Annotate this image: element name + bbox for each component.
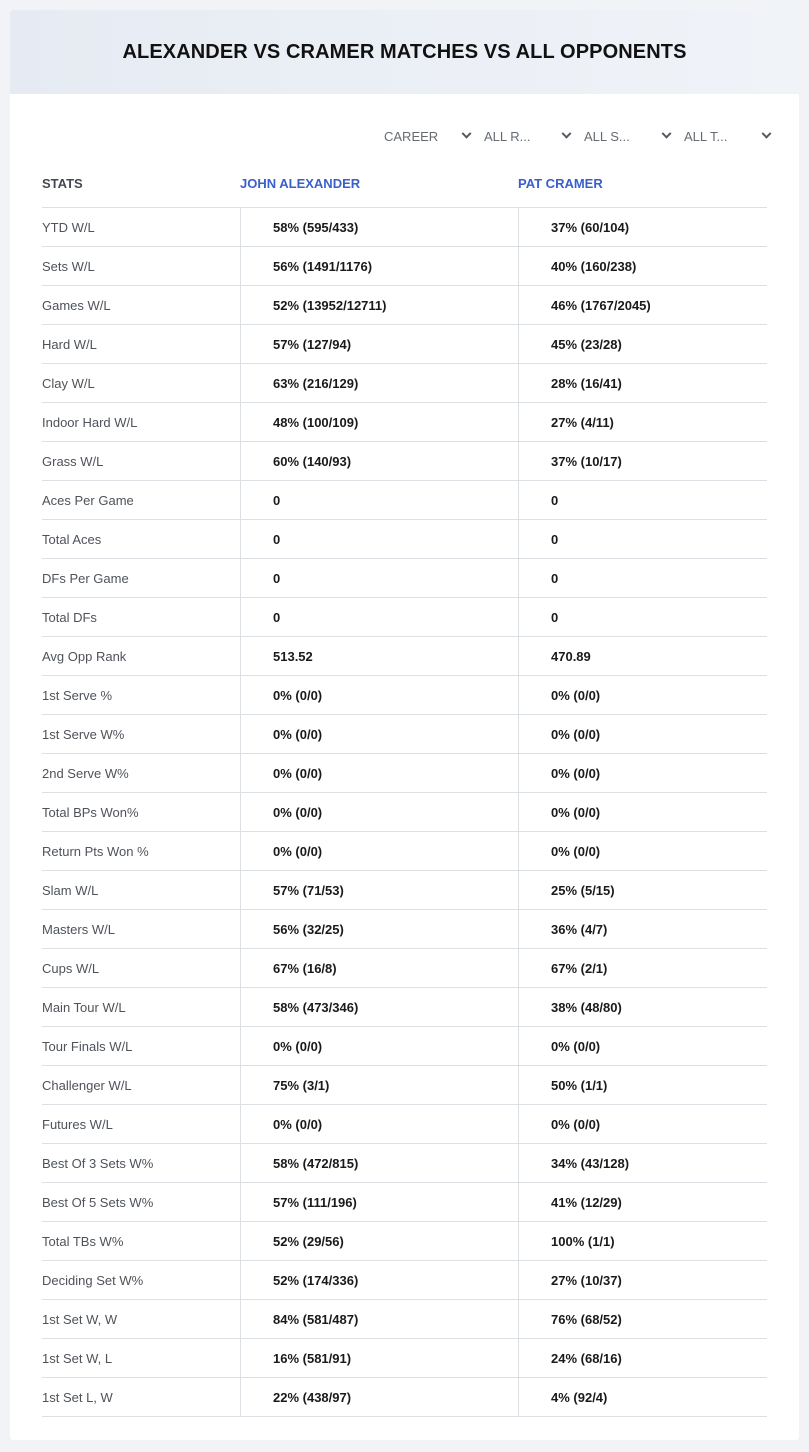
player1-stat-value: 0% (0/0) — [240, 1027, 518, 1065]
table-row — [42, 1183, 767, 1222]
table-row — [42, 1222, 767, 1261]
player1-stat-value: 0% (0/0) — [240, 715, 518, 753]
player2-stat-value: 0% (0/0) — [518, 676, 767, 714]
player2-stat-value: 50% (1/1) — [518, 1066, 767, 1104]
filter-label: CAREER — [384, 128, 439, 144]
player2-stat-value: 0 — [518, 481, 767, 519]
stat-label: 1st Serve W% — [42, 726, 125, 742]
player1-stat-value: 0 — [240, 520, 518, 558]
table-row — [42, 208, 767, 247]
table-row — [42, 949, 767, 988]
stat-label: 1st Serve % — [42, 687, 113, 703]
player2-stat-value: 0 — [518, 520, 767, 558]
player2-stat-value: 4% (92/4) — [518, 1378, 767, 1416]
stat-label: Tour Finals W/L — [42, 1038, 133, 1054]
table-row — [42, 832, 767, 871]
player1-link[interactable]: JOHN ALEXANDER — [240, 176, 361, 191]
stat-label: Total DFs — [42, 609, 97, 625]
table-row — [42, 247, 767, 286]
table-row — [42, 754, 767, 793]
player1-stat-value: 0% (0/0) — [240, 832, 518, 870]
player2-stat-value: 41% (12/29) — [518, 1183, 767, 1221]
player2-link[interactable]: PAT CRAMER — [518, 176, 603, 191]
table-row — [42, 793, 767, 832]
player1-stat-value: 0% (0/0) — [240, 754, 518, 792]
player2-stat-value: 100% (1/1) — [518, 1222, 767, 1260]
player1-stat-value: 58% (472/815) — [240, 1144, 518, 1182]
filter-label: ALL R... — [484, 128, 531, 144]
player2-stat-value: 0% (0/0) — [518, 715, 767, 753]
table-header — [42, 160, 767, 208]
player1-stat-value: 0 — [240, 481, 518, 519]
stat-label: Futures W/L — [42, 1116, 113, 1132]
stat-label: Clay W/L — [42, 375, 95, 391]
chevron-down-icon — [662, 128, 672, 138]
stat-label: DFs Per Game — [42, 570, 129, 586]
player2-stat-value: 67% (2/1) — [518, 949, 767, 987]
player1-stat-value: 52% (29/56) — [240, 1222, 518, 1260]
stats-card — [10, 10, 799, 1440]
chevron-down-icon — [562, 128, 572, 138]
table-row — [42, 910, 767, 949]
stat-label: Return Pts Won % — [42, 843, 149, 859]
player1-stat-value: 52% (174/336) — [240, 1261, 518, 1299]
player1-stat-value: 0% (0/0) — [240, 676, 518, 714]
stat-label: Indoor Hard W/L — [42, 414, 138, 430]
filter-bar — [384, 124, 784, 148]
player1-stat-value: 16% (581/91) — [240, 1339, 518, 1377]
player1-stat-value: 52% (13952/12711) — [240, 286, 518, 324]
player1-stat-value: 22% (438/97) — [240, 1378, 518, 1416]
table-row — [42, 286, 767, 325]
table-row — [42, 325, 767, 364]
player2-stat-value: 45% (23/28) — [518, 325, 767, 363]
player1-stat-value: 63% (216/129) — [240, 364, 518, 402]
player2-stat-value: 0% (0/0) — [518, 1105, 767, 1143]
player2-stat-value: 470.89 — [518, 637, 767, 675]
table-row — [42, 637, 767, 676]
player2-stat-value: 0 — [518, 598, 767, 636]
stat-label: 1st Set L, W — [42, 1389, 113, 1405]
stat-label: Best Of 5 Sets W% — [42, 1194, 154, 1210]
player2-stat-value: 27% (4/11) — [518, 403, 767, 441]
stat-label: Hard W/L — [42, 336, 97, 352]
stat-label: Aces Per Game — [42, 492, 134, 508]
table-row — [42, 1339, 767, 1378]
stat-label: Total Aces — [42, 531, 102, 547]
stat-label: 1st Set W, L — [42, 1350, 113, 1366]
table-row — [42, 442, 767, 481]
filter-rounds-select[interactable] — [484, 124, 584, 148]
player2-stat-value: 28% (16/41) — [518, 364, 767, 402]
player1-stat-value: 48% (100/109) — [240, 403, 518, 441]
stat-label: Challenger W/L — [42, 1077, 132, 1093]
player2-stat-value: 0% (0/0) — [518, 832, 767, 870]
table-row — [42, 1378, 767, 1417]
table-row — [42, 559, 767, 598]
table-row — [42, 481, 767, 520]
player2-stat-value: 38% (48/80) — [518, 988, 767, 1026]
player1-stat-value: 58% (473/346) — [240, 988, 518, 1026]
player1-stat-value: 75% (3/1) — [240, 1066, 518, 1104]
player2-stat-value: 24% (68/16) — [518, 1339, 767, 1377]
player1-stat-value: 67% (16/8) — [240, 949, 518, 987]
table-row — [42, 1066, 767, 1105]
filter-surface-select[interactable] — [584, 124, 684, 148]
player1-stat-value: 0 — [240, 559, 518, 597]
player2-stat-value: 36% (4/7) — [518, 910, 767, 948]
stats-table — [42, 160, 767, 1417]
player1-stat-value: 57% (111/196) — [240, 1183, 518, 1221]
player2-stat-value: 34% (43/128) — [518, 1144, 767, 1182]
filter-period-select[interactable] — [384, 124, 484, 148]
filter-tournament-select[interactable] — [684, 124, 784, 148]
stat-label: YTD W/L — [42, 219, 95, 235]
player2-stat-value: 0% (0/0) — [518, 1027, 767, 1065]
stat-label: Best Of 3 Sets W% — [42, 1155, 154, 1171]
stat-label: Cups W/L — [42, 960, 100, 976]
player1-stat-value: 56% (32/25) — [240, 910, 518, 948]
chevron-down-icon — [762, 128, 772, 138]
stat-label: Avg Opp Rank — [42, 648, 127, 664]
player2-stat-value: 0 — [518, 559, 767, 597]
table-row — [42, 364, 767, 403]
player2-stat-value: 37% (60/104) — [518, 208, 767, 246]
stat-label: Grass W/L — [42, 453, 104, 469]
stat-label: Slam W/L — [42, 882, 99, 898]
column-header-stats: STATS — [42, 176, 83, 191]
table-row — [42, 1261, 767, 1300]
player1-stat-value: 57% (71/53) — [240, 871, 518, 909]
player1-stat-value: 0% (0/0) — [240, 793, 518, 831]
player1-stat-value: 0 — [240, 598, 518, 636]
table-row — [42, 1300, 767, 1339]
player2-stat-value: 0% (0/0) — [518, 793, 767, 831]
table-body — [42, 208, 767, 1417]
player1-stat-value: 84% (581/487) — [240, 1300, 518, 1338]
stat-label: Deciding Set W% — [42, 1272, 144, 1288]
stat-label: Total TBs W% — [42, 1233, 124, 1249]
stat-label: Sets W/L — [42, 258, 95, 274]
table-row — [42, 520, 767, 559]
stat-label: 2nd Serve W% — [42, 765, 129, 781]
player2-stat-value: 46% (1767/2045) — [518, 286, 767, 324]
table-row — [42, 403, 767, 442]
card-header — [10, 10, 799, 94]
stat-label: Main Tour W/L — [42, 999, 126, 1015]
chevron-down-icon — [462, 128, 472, 138]
player1-stat-value: 0% (0/0) — [240, 1105, 518, 1143]
player1-stat-value: 60% (140/93) — [240, 442, 518, 480]
stat-label: Total BPs Won% — [42, 804, 139, 820]
filter-label: ALL T... — [684, 128, 728, 144]
filter-label: ALL S... — [584, 128, 630, 144]
table-row — [42, 715, 767, 754]
player1-stat-value: 513.52 — [240, 637, 518, 675]
player1-stat-value: 57% (127/94) — [240, 325, 518, 363]
stat-label: Games W/L — [42, 297, 111, 313]
table-row — [42, 988, 767, 1027]
page-title: ALEXANDER VS CRAMER MATCHES VS ALL OPPONENTS — [122, 40, 687, 63]
table-row — [42, 871, 767, 910]
table-row — [42, 1105, 767, 1144]
table-row — [42, 676, 767, 715]
player2-stat-value: 76% (68/52) — [518, 1300, 767, 1338]
player2-stat-value: 27% (10/37) — [518, 1261, 767, 1299]
table-row — [42, 1144, 767, 1183]
stat-label: 1st Set W, W — [42, 1311, 118, 1327]
player2-stat-value: 37% (10/17) — [518, 442, 767, 480]
player1-stat-value: 56% (1491/1176) — [240, 247, 518, 285]
player2-stat-value: 0% (0/0) — [518, 754, 767, 792]
player2-stat-value: 40% (160/238) — [518, 247, 767, 285]
table-row — [42, 598, 767, 637]
player1-stat-value: 58% (595/433) — [240, 208, 518, 246]
table-row — [42, 1027, 767, 1066]
player2-stat-value: 25% (5/15) — [518, 871, 767, 909]
stat-label: Masters W/L — [42, 921, 115, 937]
